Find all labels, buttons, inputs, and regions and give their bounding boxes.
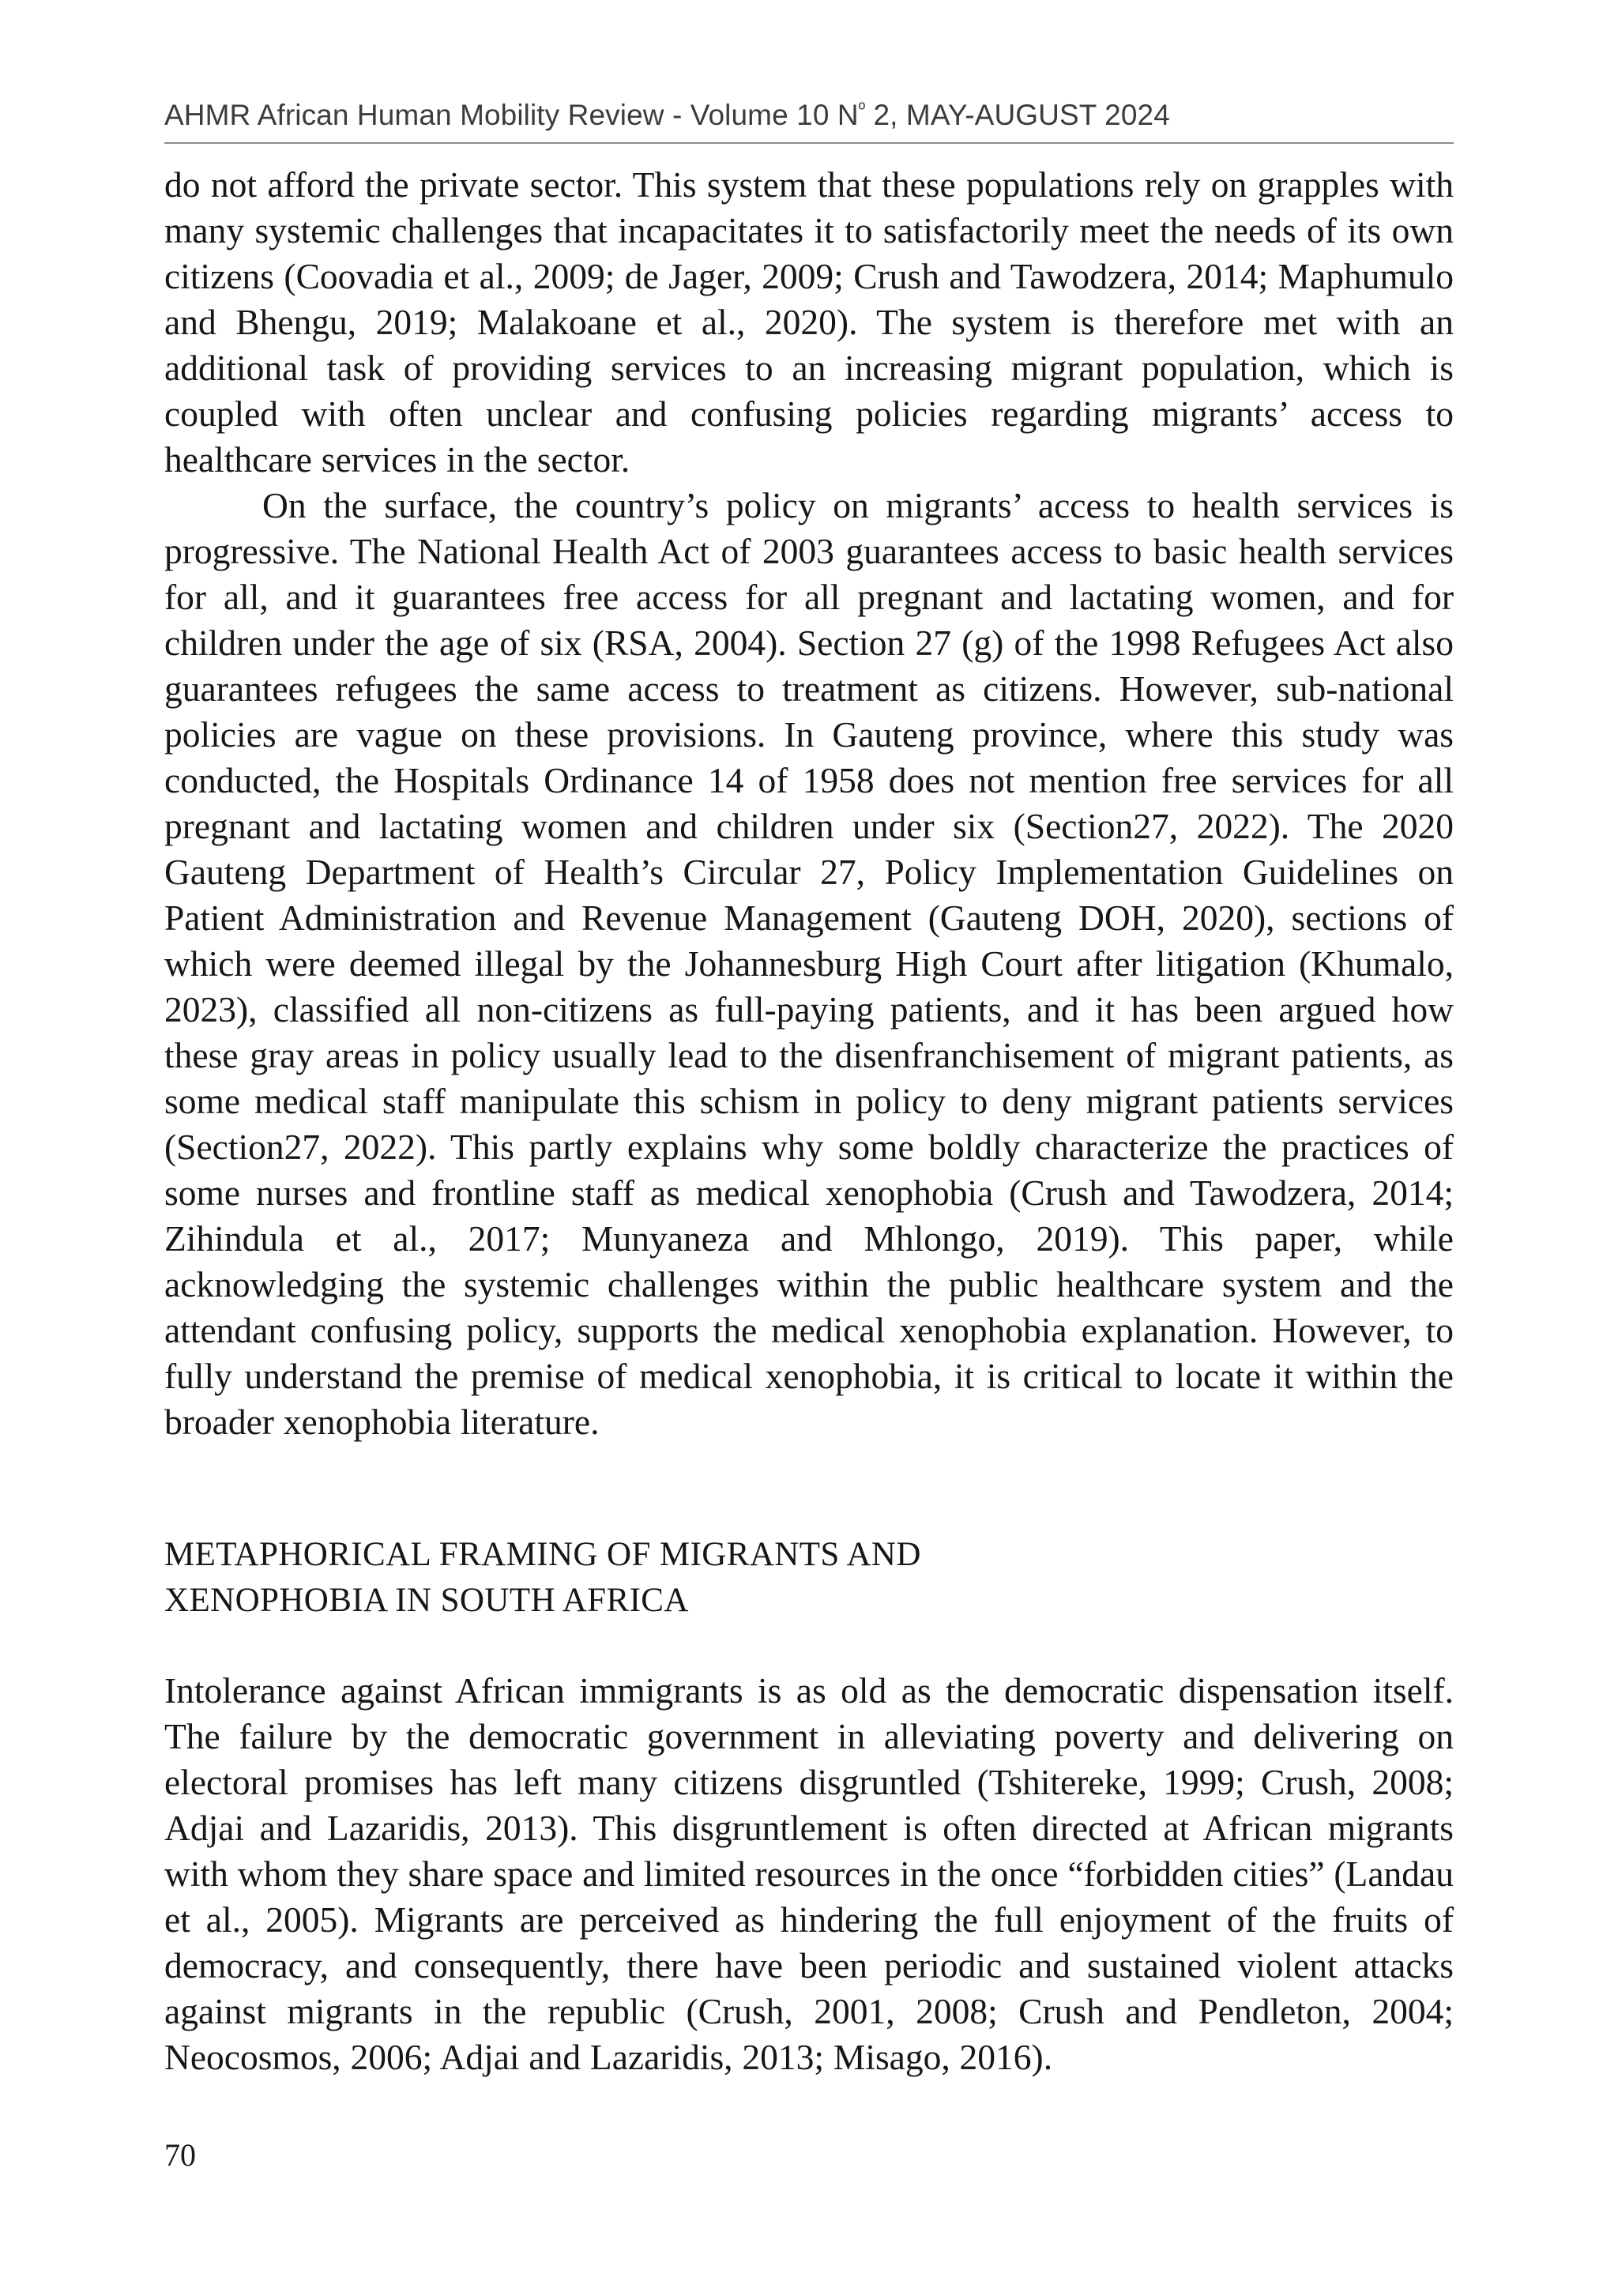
body-paragraph-3: Intolerance against African immigrants is as old as the democratic dispensation itself. The failure by the democratic government in alleviating poverty and delivering on electoral promises has left many citizens disgruntled (Tshitereke, 1999; Crush, 2008; Adjai and Lazaridis, 2013). This disgruntlement is often directed at African migrants with whom they share space and limited resources in the once “forbidden cities” (Landau et al., 2005). Migrants are perceived as hindering the full enjoyment of the fruits of democracy, and consequently, there have been periodic and sustained violent attacks against migrants in the republic (Crush, 2001, 2008; Crush and Pendleton, 2004; Neocosmos, 2006; Adjai and Lazaridis, 2013; Misago, 2016). bbox=[164, 1670, 1454, 2077]
header-divider-rule bbox=[164, 142, 1454, 144]
running-header bbox=[164, 98, 1454, 133]
spacer-before-heading bbox=[164, 1445, 1454, 1532]
running-header-suffix: 2, MAY-AUGUST 2024 bbox=[865, 99, 1170, 131]
issue-ordinal-mark: º bbox=[858, 99, 866, 120]
running-header-prefix: AHMR African Human Mobility Review - Volume 10 N bbox=[164, 99, 859, 131]
running-header-text bbox=[164, 98, 1454, 133]
section-heading bbox=[164, 1532, 1454, 1624]
page-number: 70 bbox=[164, 2137, 196, 2173]
body-paragraph-2: On the surface, the country’s policy on migrants’ access to health services is progressive. The National Health Act of 2003 guarantees access to basic health services for all, and it guarantees free access for all pregnant and lactating women, and for children under the age of six (RSA, 2004). Section 27 (g) of the 1998 Refugees Act also guarantees refugees the same access to treatment as citizens. However, sub-national policies are vague on these provisions. In Gauteng province, where this study was conducted, the Hospitals Ordinance 14 of 1958 does not mention free services for all pregnant and lactating women and children under six (Section27, 2022). The 2020 Gauteng Department of Health’s Circular 27, Policy Implementation Guidelines on Patient Administration and Revenue Management (Gauteng DOH, 2020), sections of which were deemed illegal by the Johannesburg High Court after litigation (Khumalo, 2023), classified all non-citizens as full-paying patients, and it has been argued how these gray areas in policy usually lead to the disenfranchisement of migrant patients, as some medical staff manipulate this schism in policy to deny migrant patients services (Section27, 2022). This partly explains why some boldly characterize the practices of some nurses and frontline staff as medical xenophobia (Crush and Tawodzera, 2014; Zihindula et al., 2017; Munyaneza and Mhlongo, 2019). This paper, while acknowledging the systemic challenges within the public healthcare system and the attendant confusing policy, supports the medical xenophobia explanation. However, to fully understand the premise of medical xenophobia, it is critical to locate it within the broader xenophobia literature. bbox=[164, 485, 1454, 1442]
body-paragraph-1: do not afford the private sector. This system that these populations rely on grapples with many systemic challenges that incapacitates it to satisfactorily meet the needs of its own citizens (Coovadia et al., 2009; de Jager, 2009; Crush and Tawodzera, 2014; Maphumulo and Bhengu, 2019; Malakoane et al., 2020). The system is therefore met with an additional task of providing services to an increasing migrant population, which is coupled with often unclear and confusing policies regarding migrants’ access to healthcare services in the sector. bbox=[164, 164, 1454, 480]
text-column bbox=[164, 162, 1454, 2080]
section-heading-line-2: XENOPHOBIA IN SOUTH AFRICA bbox=[164, 1582, 689, 1619]
spacer-after-heading bbox=[164, 1624, 1454, 1668]
section-heading-line-1: METAPHORICAL FRAMING OF MIGRANTS AND bbox=[164, 1536, 921, 1573]
